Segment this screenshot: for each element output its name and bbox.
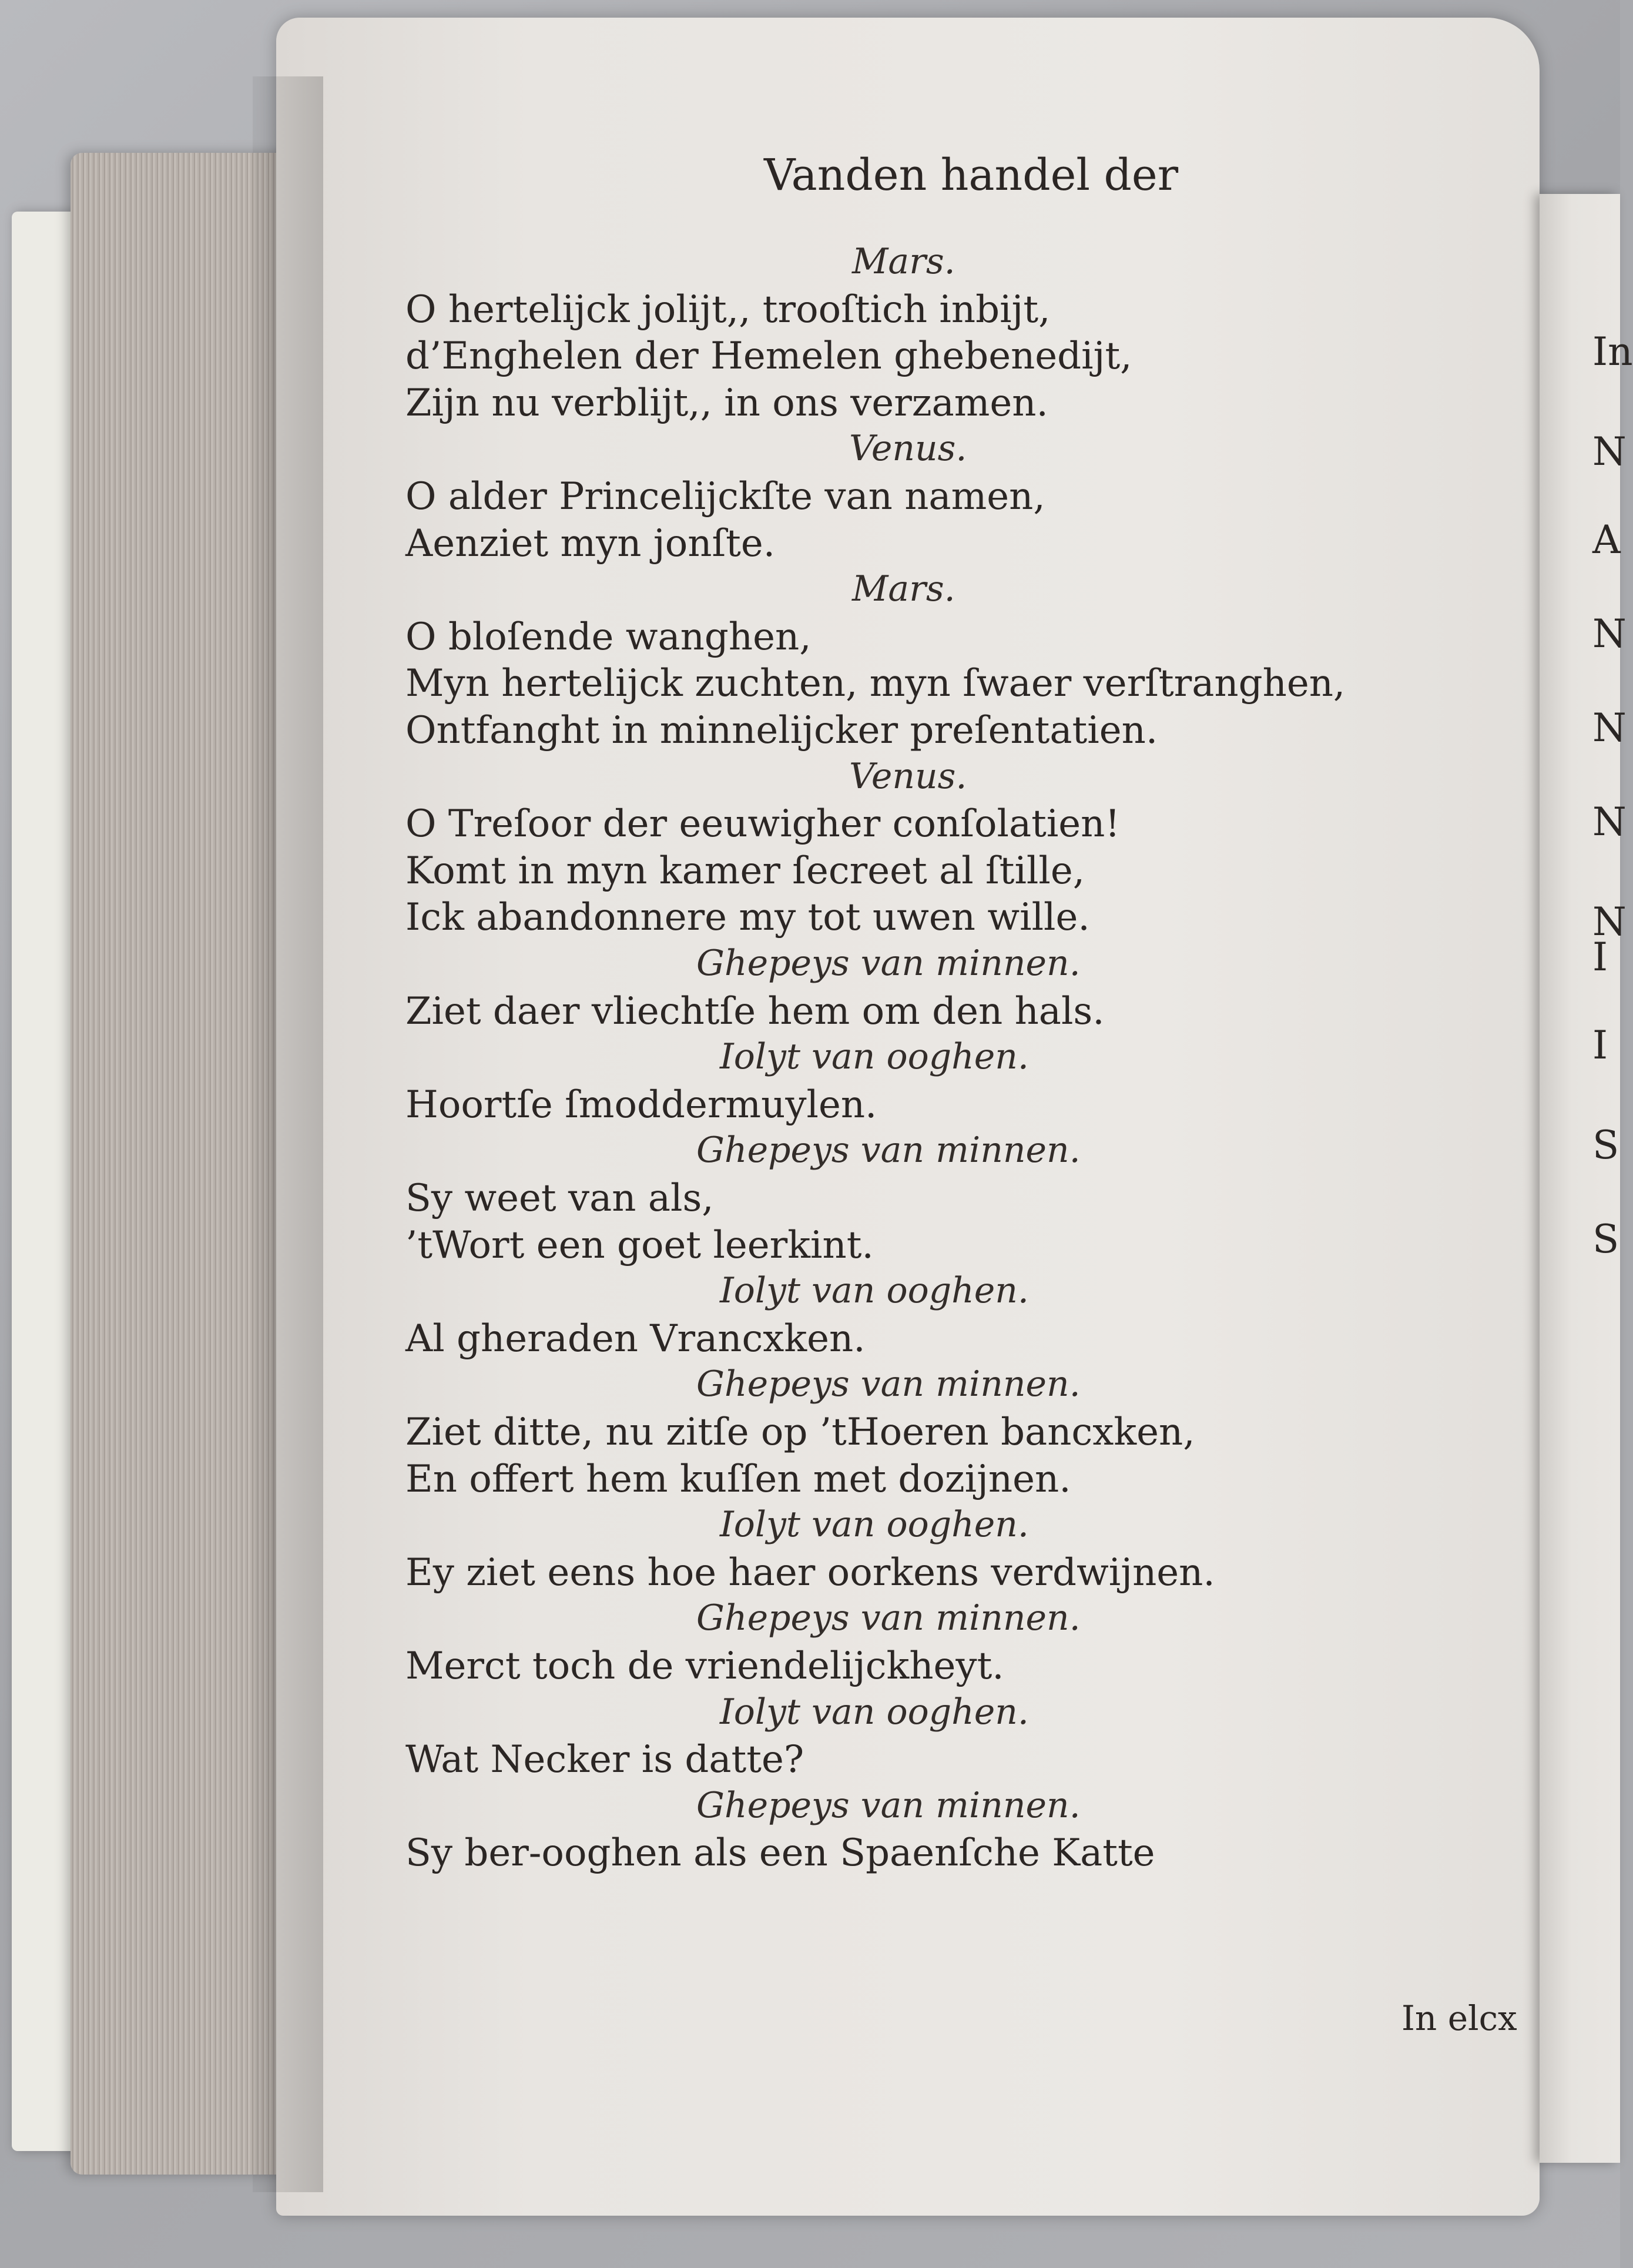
right-page-letter: S: [1592, 1217, 1619, 1262]
verse-line: d’Enghelen der Hemelen ghebenedijt,: [405, 334, 1132, 378]
speaker-name: Mars.: [852, 568, 955, 609]
verse-line: Ontfanght in minnelijcker preſentatien.: [405, 709, 1158, 752]
speaker-name: Iolyt van ooghen.: [720, 1270, 1029, 1311]
speaker-name: Ghepeys van minnen.: [696, 1130, 1081, 1171]
speaker-name: Ghepeys van minnen.: [696, 1597, 1081, 1639]
right-page-letter: N: [1592, 799, 1627, 845]
verse-line: Sy weet van als,: [405, 1177, 714, 1220]
verse-line: Ick abandonnere my tot uwen wille.: [405, 896, 1090, 939]
gutter-shadow: [253, 76, 323, 2192]
verse-line: Myn hertelijck zuchten, myn ſwaer verſtranghen,: [405, 662, 1346, 705]
speaker-name: Ghepeys van minnen.: [696, 1364, 1081, 1405]
speaker-name: Ghepeys van minnen.: [696, 943, 1081, 984]
speaker-name: Venus.: [849, 428, 967, 469]
right-page-letter: I: [1592, 1023, 1608, 1068]
right-page-letter: A: [1592, 517, 1621, 562]
right-page-letter: N: [1592, 429, 1627, 474]
speaker-name: Ghepeys van minnen.: [696, 1785, 1081, 1826]
right-page-letter: N: [1592, 705, 1627, 751]
verse-line: Aenziet myn jonſte.: [405, 522, 776, 565]
right-page-letter: N: [1592, 899, 1627, 944]
speaker-name: Iolyt van ooghen.: [720, 1504, 1029, 1545]
verse-line: Zijn nu verblijt,, in ons verzamen.: [405, 381, 1048, 425]
speaker-name: Venus.: [849, 756, 967, 797]
verse-line: Ey ziet eens hoe haer oorkens verdwijnen.: [405, 1551, 1215, 1594]
speaker-name: Iolyt van ooghen.: [720, 1036, 1029, 1077]
right-page-letter: In: [1592, 329, 1633, 374]
speaker-name: Iolyt van ooghen.: [720, 1691, 1029, 1733]
verse-line: O Treſoor der eeuwigher conſolatien!: [405, 802, 1121, 846]
speaker-name: Mars.: [852, 241, 955, 282]
verse-line: O hertelijck jolijt,, trooſtich inbijt,: [405, 288, 1051, 331]
verse-line: O alder Princelijckſte van namen,: [405, 475, 1045, 518]
verse-line: Hoortſe ſmoddermuylen.: [405, 1083, 877, 1127]
right-page-edge: [1540, 194, 1620, 2163]
running-head: Vanden handel der: [764, 150, 1179, 200]
catchword: In elcx: [1401, 1998, 1517, 2038]
verse-line: Ziet ditte, nu zitſe op ’tHoeren bancxken,: [405, 1411, 1195, 1454]
verse-line: Sy ber-ooghen als een Spaenſche Katte: [405, 1831, 1155, 1875]
right-page-letter: S: [1592, 1123, 1619, 1168]
verse-line: O bloſende wanghen,: [405, 615, 812, 659]
right-page-letter: I: [1592, 934, 1608, 980]
verse-line: Merct toch de vriendelijckheyt.: [405, 1644, 1004, 1688]
right-page-letter: N: [1592, 611, 1627, 656]
verse-line: ’tWort een goet leerkint.: [405, 1224, 874, 1267]
verse-line: En offert hem kuſſen met dozijnen.: [405, 1458, 1071, 1501]
verse-line: Komt in myn kamer ſecreet al ſtille,: [405, 849, 1085, 893]
verse-line: Ziet daer vliechtſe hem om den hals.: [405, 990, 1105, 1033]
verse-line: Wat Necker is datte?: [405, 1738, 804, 1781]
verse-line: Al gheraden Vrancxken.: [405, 1317, 866, 1361]
